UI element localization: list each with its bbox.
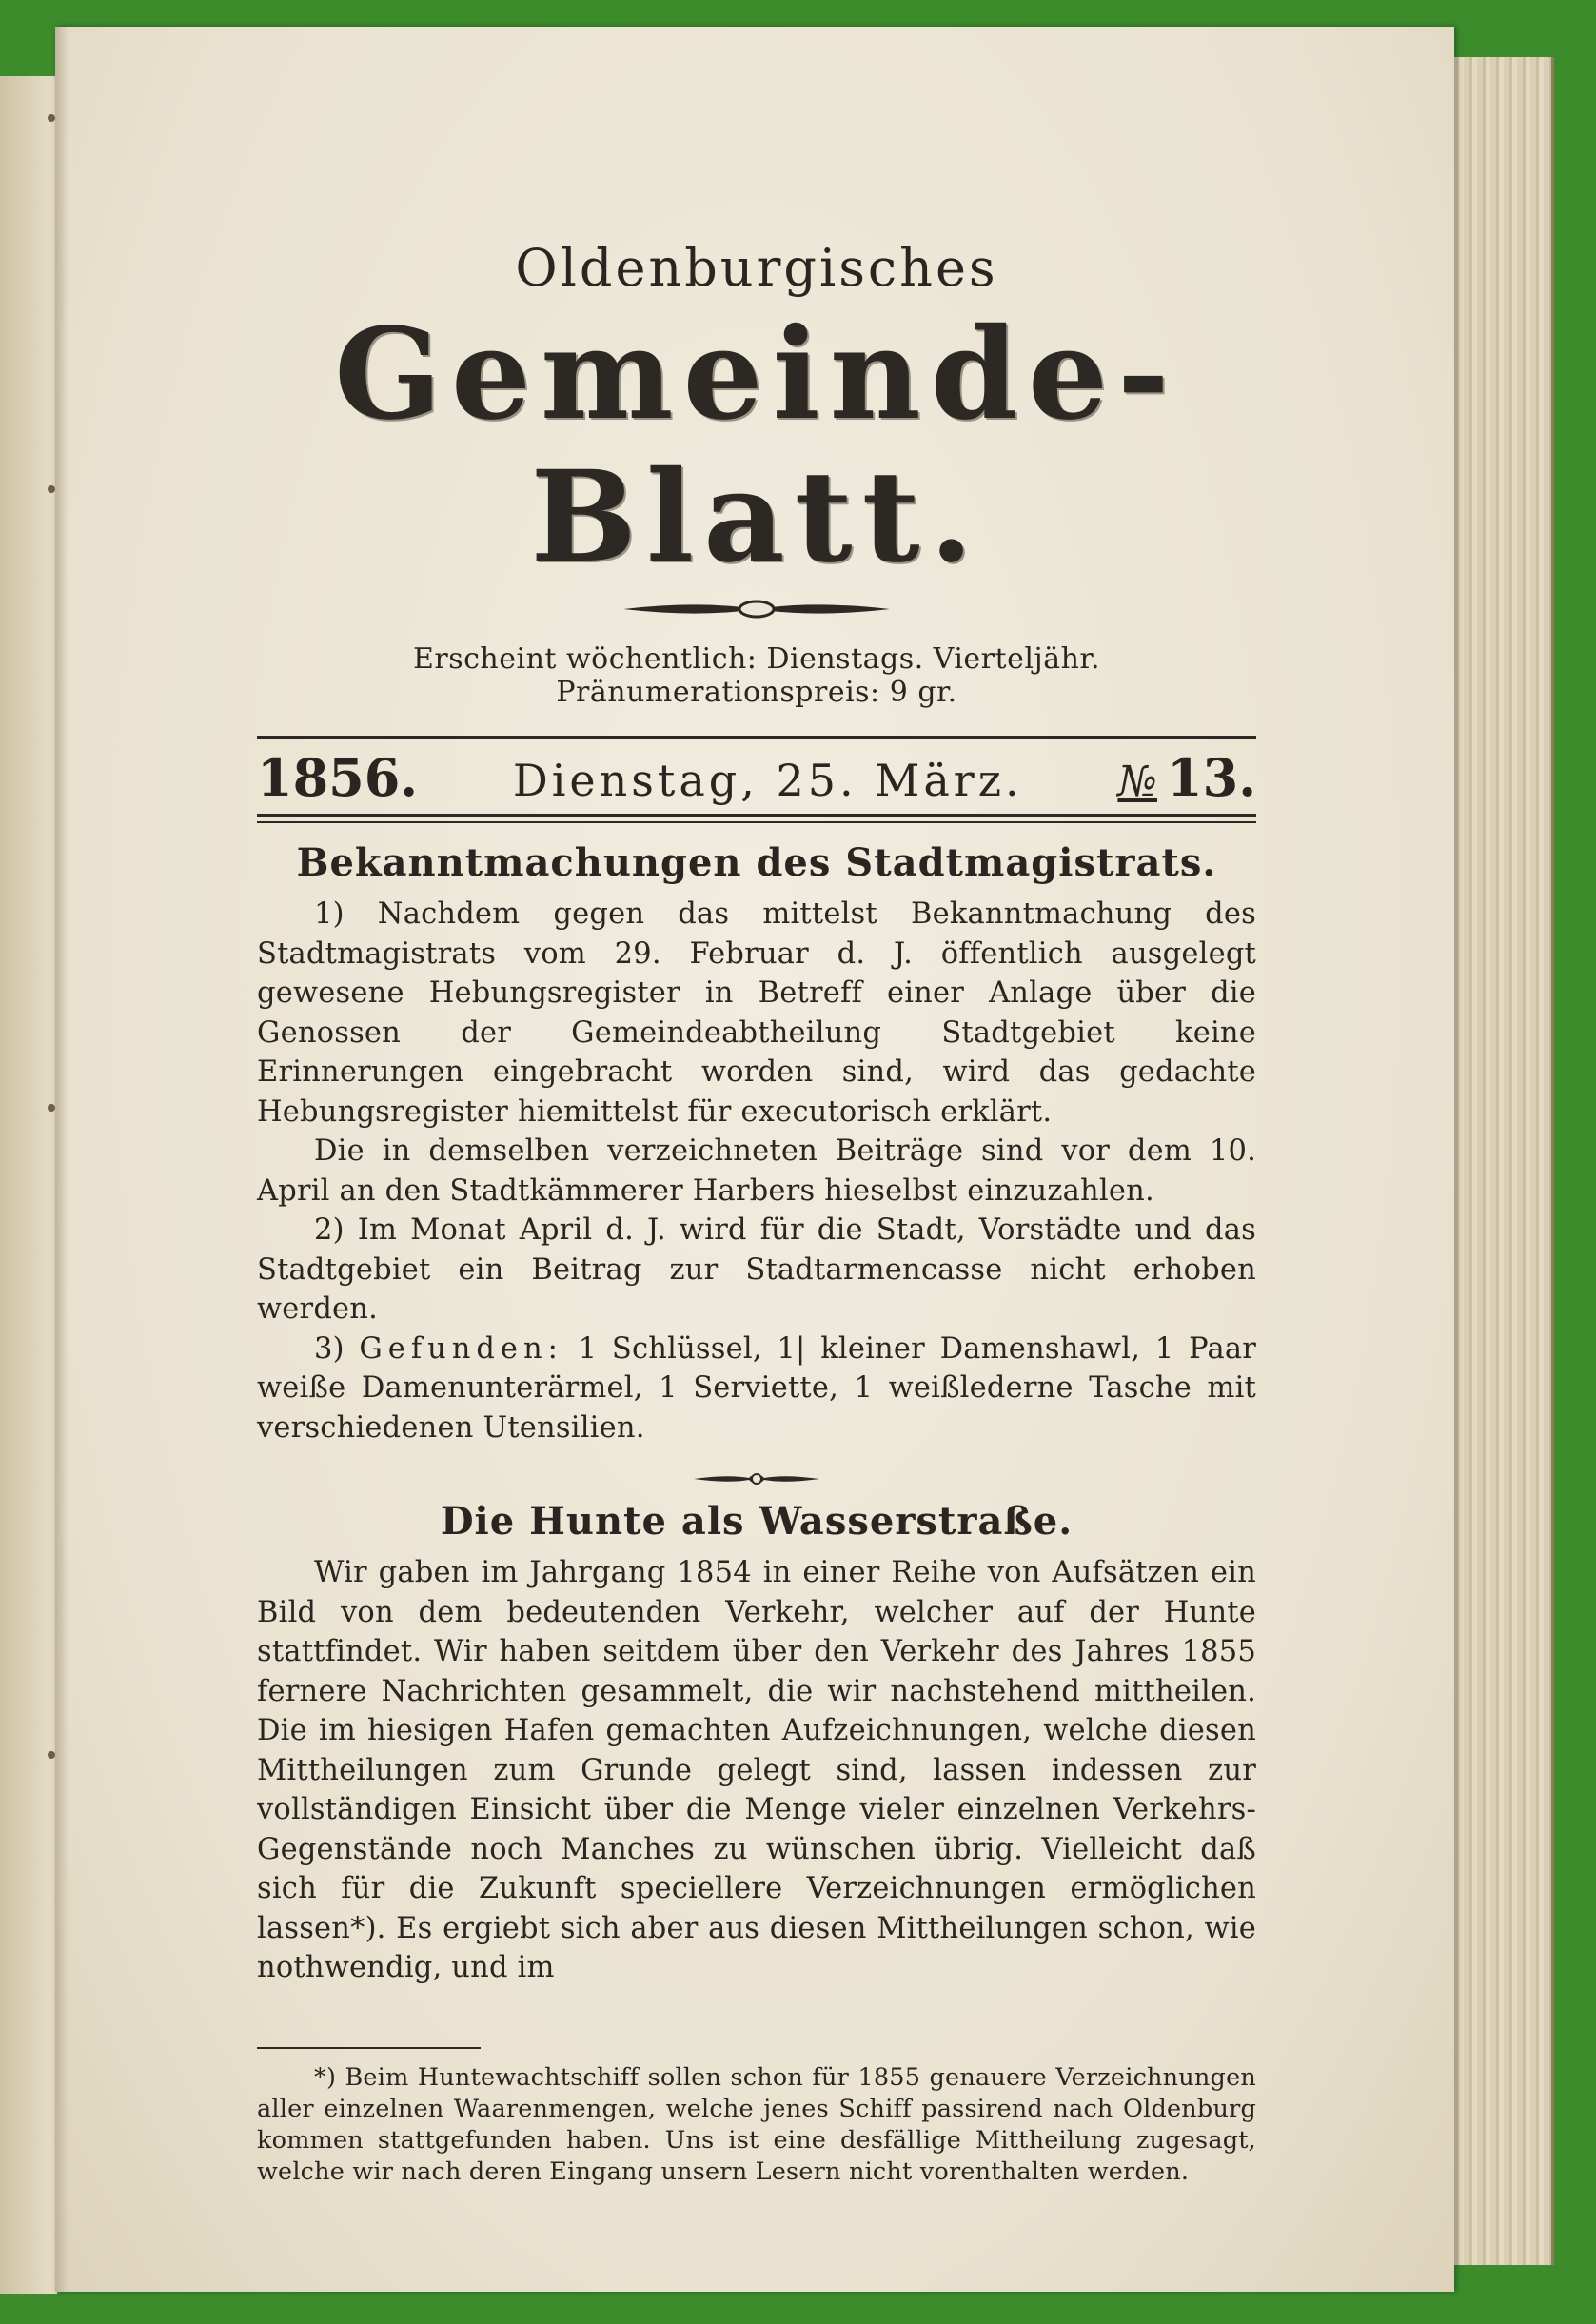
- found-items: 1 Schlüssel, 1| kleiner Damenshawl, 1 Paar weiße Damenunterärmel, 1 Serviette, 1 weißlederne Tasche mit verschiedenen Utensilien.: [257, 1331, 1256, 1445]
- rule-bottom-thin: [257, 821, 1256, 823]
- issue-date: Dienstag, 25. März.: [512, 755, 1023, 806]
- rule-bottom: [257, 814, 1256, 817]
- footnote-rule: [257, 2047, 481, 2049]
- stitch-hole: [48, 1751, 55, 1759]
- binding-shadow: [55, 27, 69, 2292]
- page-stack-edge: [1437, 57, 1554, 2265]
- page-content: [257, 219, 1256, 2188]
- stitch-hole: [48, 485, 55, 493]
- section-heading-magistrat: Bekanntmachungen des Stadtmagistrats.: [296, 840, 1217, 885]
- footnote-text: *) Beim Huntewachtschiff sollen schon für 1855 genauere Verzeichnungen aller einzelnen Waarenmengen, welche jenes Schiff passirend nach Oldenburg kommen stattgefunden haben. Uns ist eine desfällige Mittheilung zugesagt, welche wir nach deren Eingang unsern Lesern nicht vorenthalten werden.: [257, 2062, 1256, 2186]
- paragraph-found-items: [257, 1329, 1256, 1448]
- stitch-hole: [48, 114, 55, 122]
- issue-year: 1856.: [257, 747, 419, 808]
- masthead-subline: Erscheint wöchentlich: Dienstags. Vierteljähr. Pränumerationspreis: 9 gr.: [412, 642, 1101, 709]
- issue-number: 13.: [1167, 747, 1256, 808]
- item-lead: 3): [314, 1331, 345, 1366]
- masthead-pre-title: Oldenburgisches: [515, 238, 998, 298]
- issue-dateline: [257, 747, 1256, 808]
- rule-top: [257, 736, 1256, 739]
- section-heading-hunte: Die Hunte als Wasserstraße.: [440, 1499, 1074, 1544]
- paragraph: Die in demselben verzeichneten Beiträge sind vor dem 10. April an den Stadtkämmerer Harbers hieselbst einzuzahlen.: [257, 1134, 1256, 1208]
- left-page-edge: [0, 76, 57, 2294]
- found-label: Gefunden:: [359, 1331, 563, 1366]
- ornament-divider: [614, 593, 899, 625]
- paragraph: Wir gaben im Jahrgang 1854 in einer Reihe von Aufsätzen ein Bild von dem bedeutenden Verkehr, welcher auf der Hunte stattfindet. Wir haben seitdem über den Verkehr des Jahres 1855 fernere Nachrichten gesammelt, die wir nachstehend mittheilen. Die im hiesigen Hafen gemachten Aufzeichnungen, welche diesen Mittheilungen zum Grunde gelegt sind, lassen indessen zur vollständigen Einsicht über die Menge vieler einzelnen Verkehrs-Gegenstände noch Manches zu wünschen übrig. Vielleicht daß sich für die Zukunft speciellere Verzeichnungen ermöglichen lassen*). Es ergiebt sich aber aus diesen Mittheilungen schon, wie nothwendig, und im: [257, 1556, 1256, 1984]
- paragraph: 1) Nachdem gegen das mittelst Bekanntmachung des Stadtmagistrats vom 29. Februar d. J. öffentlich ausgelegt gewesene Hebungsregister in Betreff einer Anlage über die Genossen der Gemeindeabtheilung Stadtgebiet keine Erinnerungen eingebracht worden sind, wird das gedachte Hebungsregister hiemittelst für executorisch erklärt.: [257, 897, 1256, 1129]
- footnote: [257, 2062, 1256, 2188]
- issue-number-sign: №: [1117, 758, 1158, 806]
- masthead-title: Gemeinde-Blatt.: [334, 301, 1179, 591]
- paragraph: 2) Im Monat April d. J. wird für die Stadt, Vorstädte und das Stadtgebiet ein Beitrag zur Stadtarmencasse nicht erhoben werden.: [257, 1213, 1256, 1326]
- stitch-hole: [48, 1104, 55, 1112]
- ornament-small: [690, 1468, 823, 1489]
